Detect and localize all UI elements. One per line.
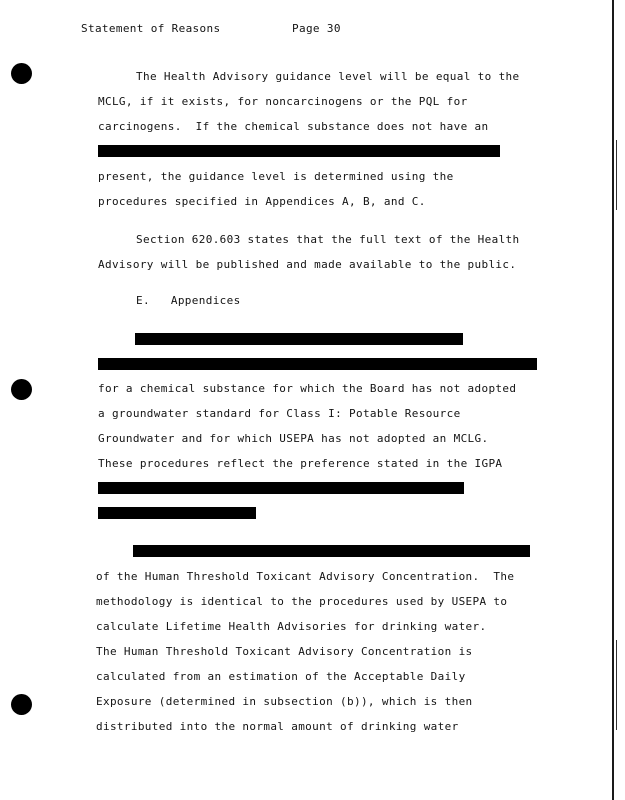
redaction-bar <box>98 482 464 494</box>
body-line: Advisory will be published and made available to the public. <box>98 258 517 271</box>
body-line: The Human Threshold Toxicant Advisory Concentration is <box>96 645 473 658</box>
redaction-bar <box>133 545 530 557</box>
scan-artifact <box>616 140 617 210</box>
body-line: MCLG, if it exists, for noncarcinogens or the PQL for <box>98 95 468 108</box>
punch-hole <box>11 694 32 715</box>
punch-hole <box>11 379 32 400</box>
body-line: These procedures reflect the preference stated in the IGPA <box>98 457 503 470</box>
body-line: calculated from an estimation of the Acceptable Daily <box>96 670 466 683</box>
page-number: Page 30 <box>292 22 341 35</box>
body-line: The Health Advisory guidance level will be equal to the <box>136 70 520 83</box>
redaction-bar <box>98 507 256 519</box>
redaction-bar <box>98 145 500 157</box>
body-line: for a chemical substance for which the Board has not adopted <box>98 382 517 395</box>
redaction-bar <box>135 333 463 345</box>
page-edge <box>612 0 614 800</box>
body-line: calculate Lifetime Health Advisories for drinking water. <box>96 620 487 633</box>
body-line: distributed into the normal amount of drinking water <box>96 720 459 733</box>
body-line: Exposure (determined in subsection (b)), which is then <box>96 695 473 708</box>
section-heading: E. Appendices <box>136 294 241 307</box>
running-header-title: Statement of Reasons <box>81 22 221 35</box>
body-line: of the Human Threshold Toxicant Advisory Concentration. The <box>96 570 515 583</box>
punch-hole <box>11 63 32 84</box>
body-line: Section 620.603 states that the full text of the Health <box>136 233 520 246</box>
redaction-bar <box>98 358 537 370</box>
body-line: Groundwater and for which USEPA has not adopted an MCLG. <box>98 432 489 445</box>
scan-artifact <box>616 640 617 730</box>
body-line: a groundwater standard for Class I: Potable Resource <box>98 407 461 420</box>
body-line: present, the guidance level is determined using the <box>98 170 454 183</box>
body-line: carcinogens. If the chemical substance does not have an <box>98 120 489 133</box>
body-line: methodology is identical to the procedures used by USEPA to <box>96 595 508 608</box>
body-line: procedures specified in Appendices A, B, and C. <box>98 195 426 208</box>
